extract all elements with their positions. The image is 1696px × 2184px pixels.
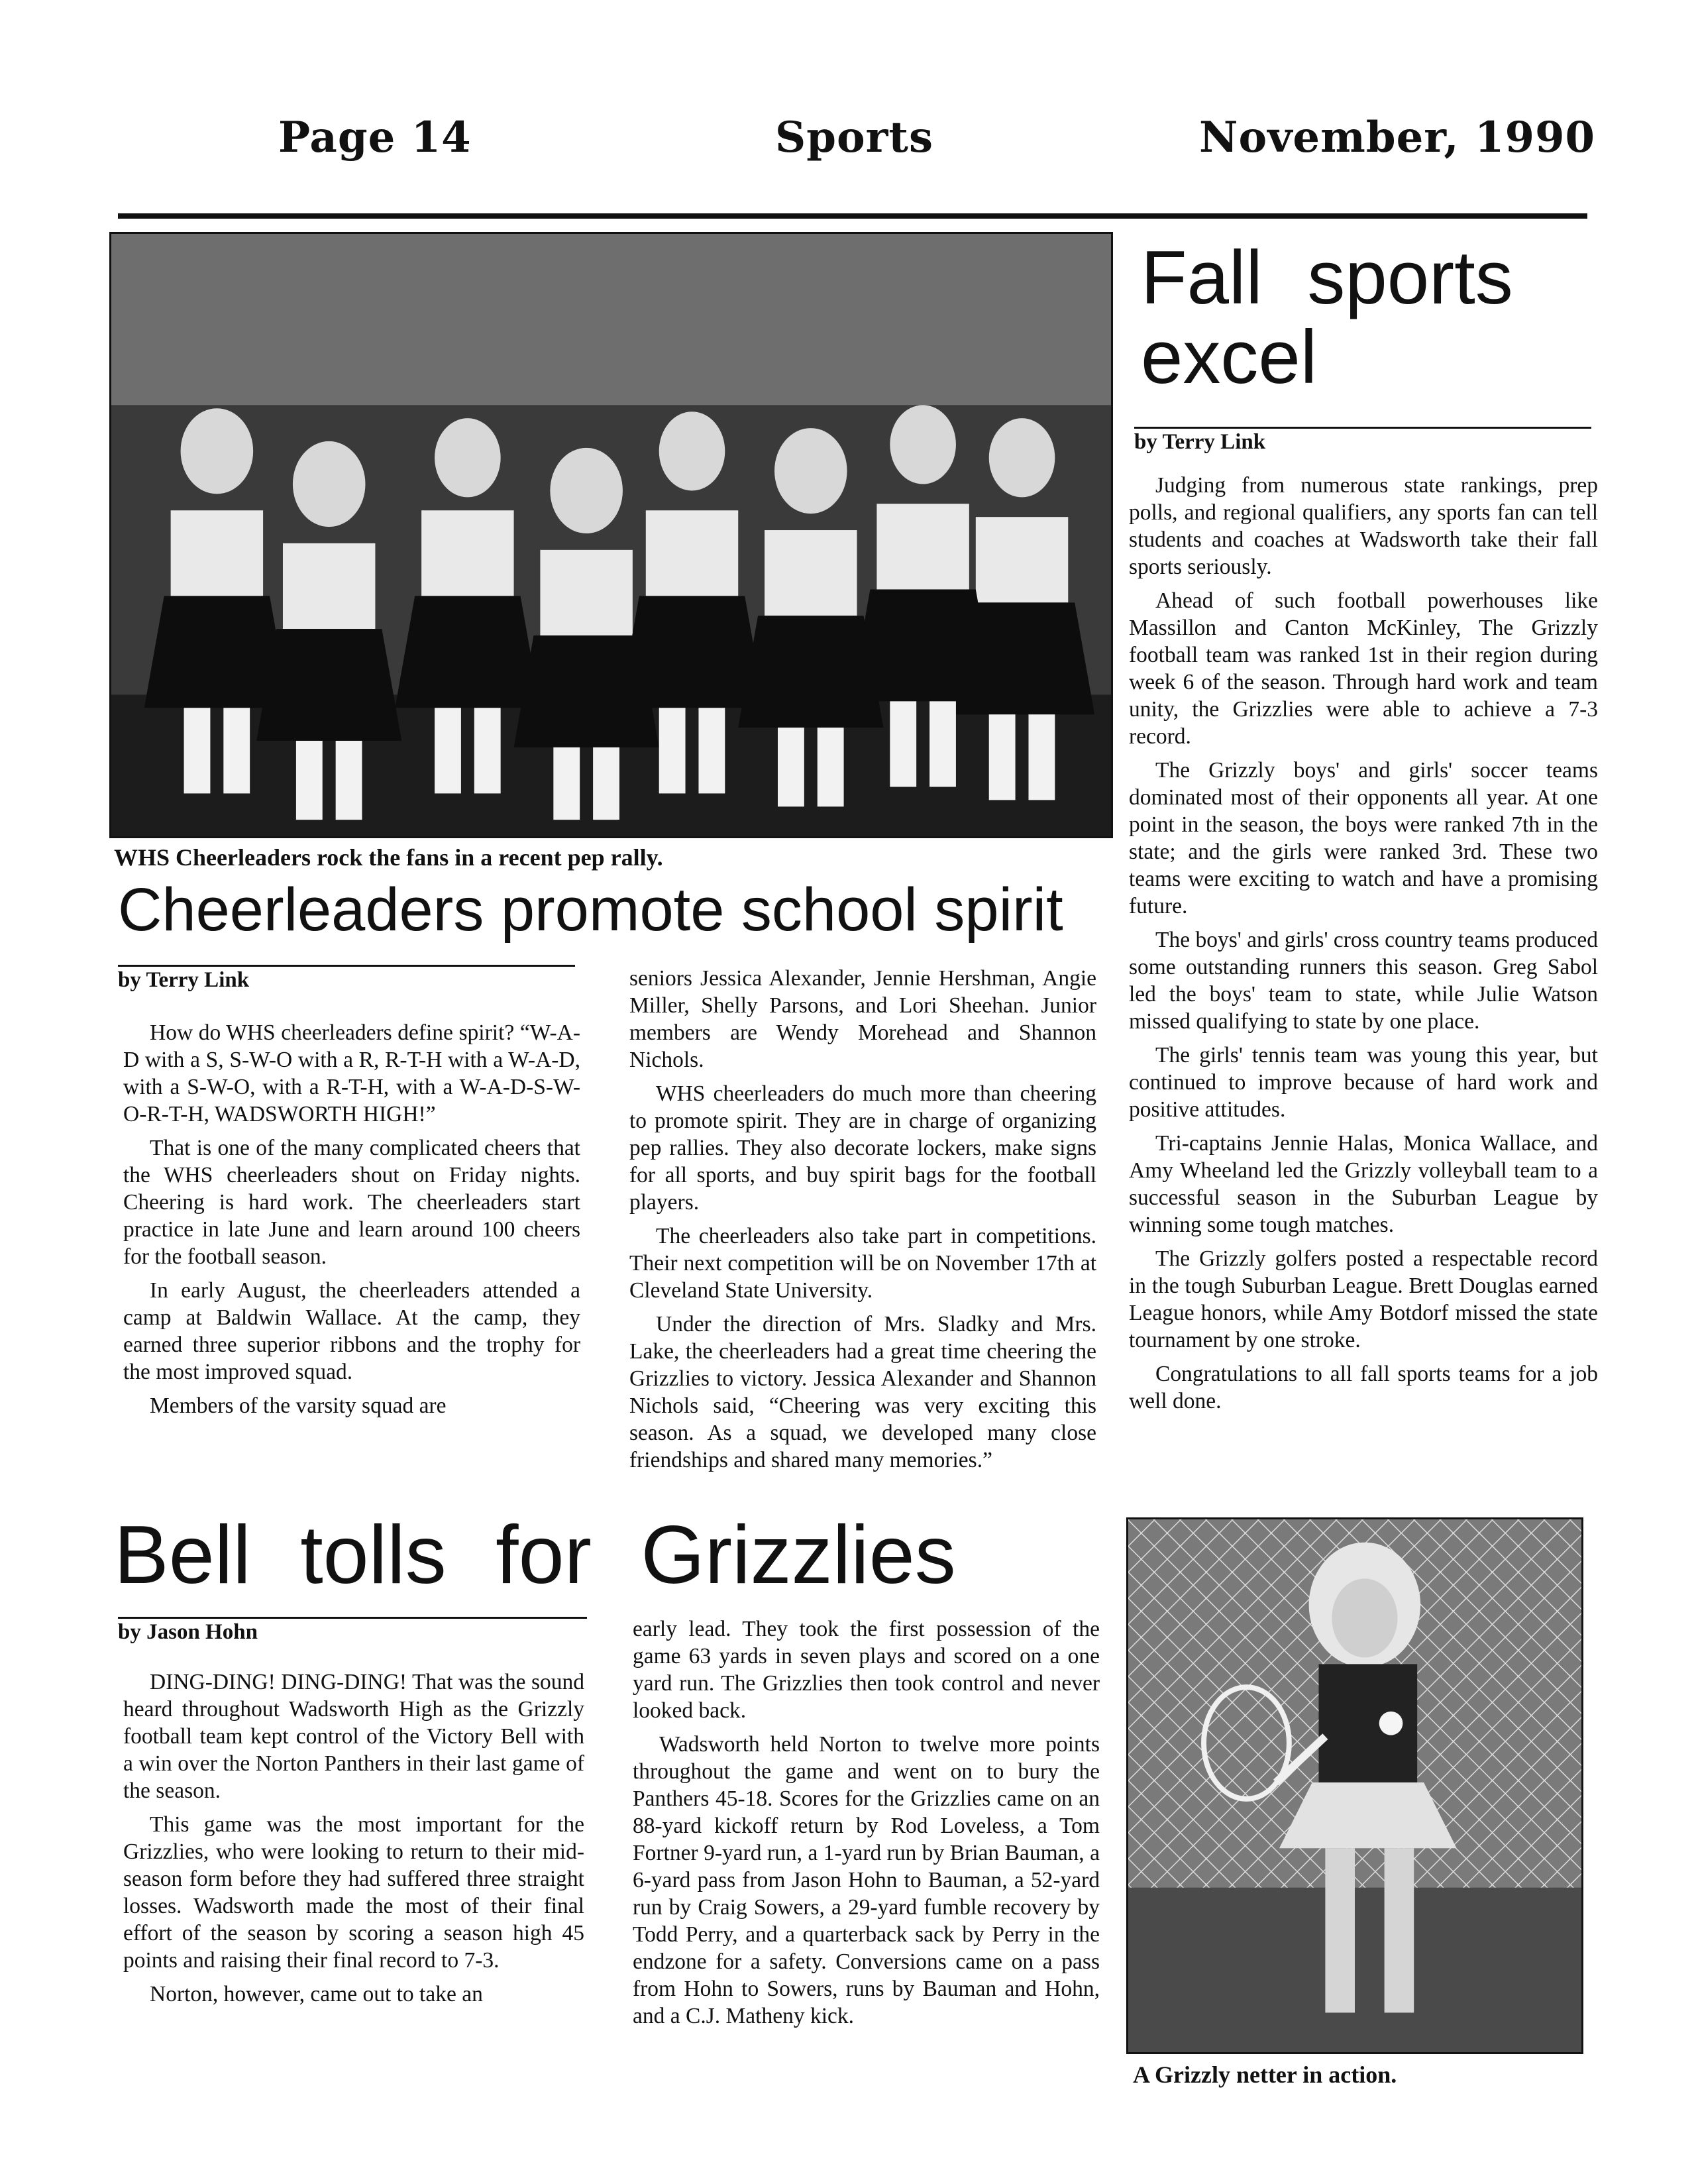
cheerleaders-photo-image <box>111 234 1111 836</box>
tennis-photo-caption: A Grizzly netter in action. <box>1133 2061 1397 2088</box>
article-paragraph: Under the direction of Mrs. Sladky and Mrs. Lake, the cheerleaders had a great time cheering the Grizzlies to victory. Jessica Alexander and Shannon Nichols said, “Cheering was very exciting this season. As a squad, we developed many close friendships and shared many memories.” <box>629 1312 1096 1472</box>
article-paragraph: The girls' tennis team was young this year, but continued to improve because of hard work and positive attitudes. <box>1129 1043 1598 1122</box>
page-number: Page 14 <box>278 113 472 162</box>
article-paragraph: Ahead of such football powerhouses like Massillon and Canton McKinley, The Grizzly football team was ranked 1st in their region during week 6 of the season. Through hard work and team unity, the Grizzlies were able to achieve a 7-3 record. <box>1129 588 1598 749</box>
cheerleaders-column-2 <box>629 965 1096 1480</box>
article-paragraph: The cheerleaders also take part in competitions. Their next competition will be on November 17th at Cleveland State University. <box>629 1224 1096 1303</box>
bell-byline: by Jason Hohn <box>118 1617 587 1645</box>
article-paragraph: Norton, however, came out to take an <box>150 1982 483 2006</box>
cheerleaders-photo-caption: WHS Cheerleaders rock the fans in a recent pep rally. <box>114 844 663 871</box>
article-paragraph: Tri-captains Jennie Halas, Monica Wallace, and Amy Wheeland led the Grizzly volleyball team to a successful season in the Suburban League by winning some tough matches. <box>1129 1131 1598 1237</box>
article-paragraph: This game was the most important for the Grizzlies, who were looking to return to their mid-season form before they had suffered three straight losses. Wadsworth made the most of their final effort of the season by scoring a season high 45 points and raising their final record to 7-3. <box>123 1812 584 1973</box>
cheerleaders-photo <box>109 232 1113 838</box>
article-paragraph: early lead. They took the first possession of the game 63 yards in seven plays and scored on a one yard run. The Grizzlies then took control and never looked back. <box>633 1617 1100 1723</box>
cheerleaders-byline: by Terry Link <box>118 965 575 993</box>
tennis-photo-image <box>1128 1519 1581 2052</box>
bell-headline: Bell tolls for Grizzlies <box>114 1509 956 1601</box>
bell-column-1 <box>123 1668 584 2014</box>
article-paragraph: The Grizzly golfers posted a respectable record in the tough Suburban League. Brett Douglas earned League honors, while Amy Botdorf missed the state tournament by one stroke. <box>1129 1246 1598 1352</box>
article-paragraph: That is one of the many complicated cheers that the WHS cheerleaders shout on Friday nights. Cheering is hard work. The cheerleaders start practice in late June and learn around 100 cheers for the football season. <box>123 1136 580 1269</box>
article-paragraph: seniors Jessica Alexander, Jennie Hershman, Angie Miller, Shelly Parsons, and Lori Sheehan. Junior members are Wendy Morehead and Shannon Nichols. <box>629 966 1096 1072</box>
article-paragraph: The Grizzly boys' and girls' soccer teams dominated most of their opponents all year. At one point in the season, the boys were ranked 7th in the state; and the girls were ranked 3rd. These two teams were exciting to watch and have a promising future. <box>1129 758 1598 918</box>
article-paragraph: How do WHS cheerleaders define spirit? “W-A-D with a S, S-W-O with a R, R-T-H with a W-A-D, with a S-W-O, with a R-T-H, with a W-A-D-S-W-O-R-T-H, WADSWORTH HIGH!” <box>123 1020 580 1126</box>
section-title: Sports <box>775 113 933 162</box>
cheerleaders-column-1 <box>123 1019 580 1426</box>
tennis-photo <box>1126 1517 1583 2054</box>
bell-column-2 <box>633 1615 1100 2036</box>
cheerleaders-headline: Cheerleaders promote school spirit <box>118 876 1063 944</box>
article-paragraph: Congratulations to all fall sports teams for a job well done. <box>1129 1362 1598 1413</box>
article-paragraph: The boys' and girls' cross country teams produced some outstanding runners this season. Greg Sabol led the boys' team to state, while Julie Watson missed qualifying to state by one place. <box>1129 928 1598 1034</box>
fall-sports-headline: Fall sports excel <box>1141 236 1513 400</box>
article-paragraph: WHS cheerleaders do much more than cheering to promote spirit. They are in charge of organizing pep rallies. They also decorate lockers, make signs for all sports, and buy spirit bags for the football players. <box>629 1081 1096 1215</box>
issue-date: November, 1990 <box>1199 113 1596 162</box>
fall-sports-column <box>1129 472 1598 1421</box>
article-paragraph: Members of the varsity squad are <box>150 1393 447 1418</box>
article-paragraph: In early August, the cheerleaders attended a camp at Baldwin Wallace. At the camp, they earned three superior ribbons and the trophy for the most improved squad. <box>123 1278 580 1384</box>
masthead-rule <box>118 213 1587 219</box>
fall-sports-byline: by Terry Link <box>1134 427 1591 455</box>
article-paragraph: Wadsworth held Norton to twelve more points throughout the game and went on to bury the Panthers 45-18. Scores for the Grizzlies came on an 88-yard kickoff return by Rod Loveless, a Tom Fortner 9-yard run, a 1-yard run by Brian Bauman, a 6-yard pass from Jason Hohn to Bauman, a 52-yard run by Craig Sowers, a 29-yard fumble recovery by Todd Perry, and a quarterback sack by Perry in the endzone for a safety. Conversions came on a pass from Hohn to Sowers, runs by Bauman and Hohn, and a C.J. Matheny kick. <box>633 1732 1100 2028</box>
article-paragraph: DING-DING! DING-DING! That was the sound heard throughout Wadsworth High as the Grizzly football team kept control of the Victory Bell with a win over the Norton Panthers in their last game of the season. <box>123 1670 584 1803</box>
article-paragraph: Judging from numerous state rankings, prep polls, and regional qualifiers, any sports fan can tell students and coaches at Wadsworth take their fall sports seriously. <box>1129 473 1598 579</box>
